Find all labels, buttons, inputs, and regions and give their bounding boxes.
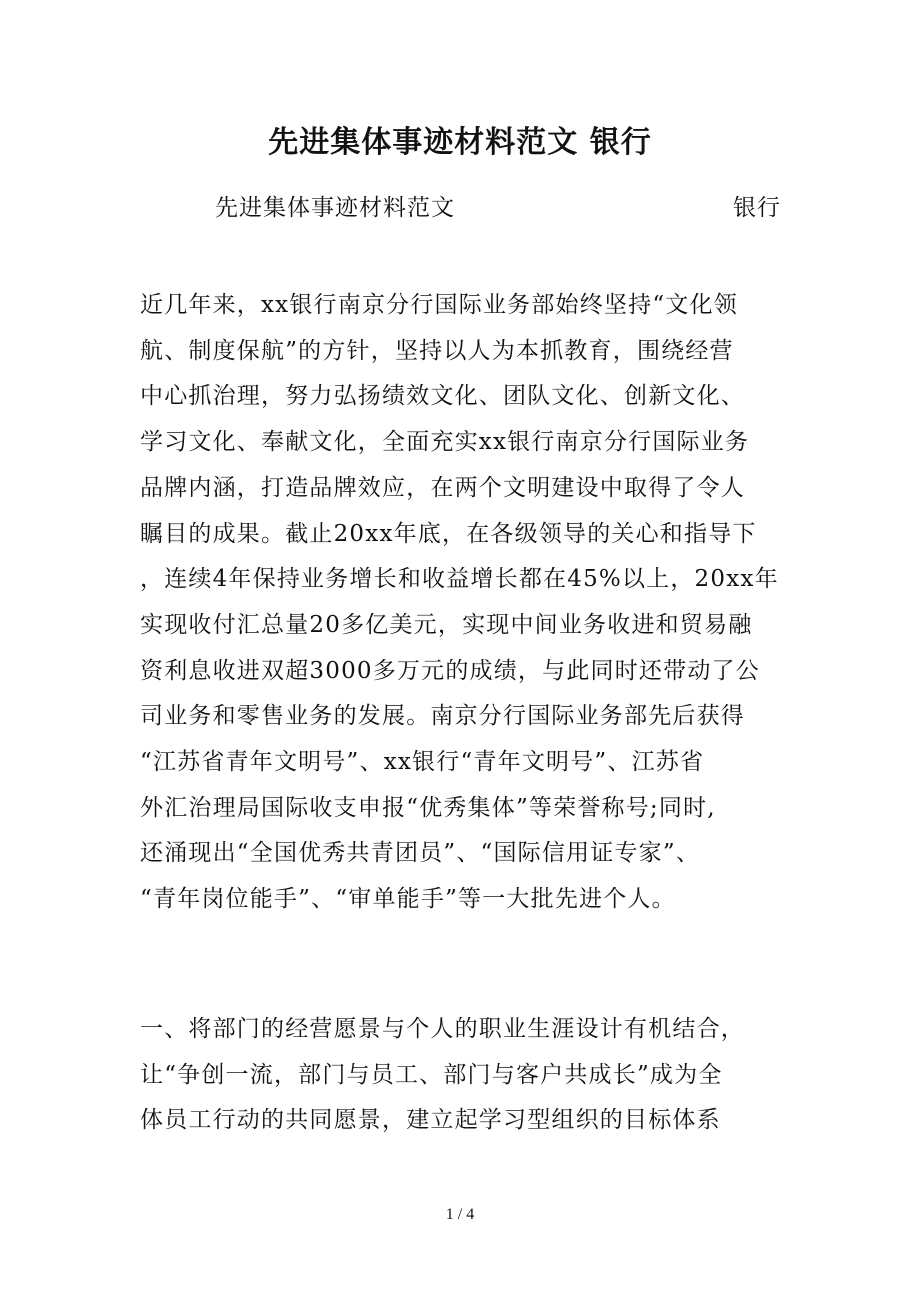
- paragraph-section-one: [140, 1007, 785, 1144]
- paragraph-line: 体员工行动的共同愿景，建立起学习型组织的目标体系: [140, 1107, 721, 1134]
- subtitle-right: 银行: [733, 195, 781, 221]
- paragraph-line: “青年岗位能手”、“审单能手”等一大批先进个人。: [140, 886, 676, 913]
- paragraph-line: 外汇治理局国际收支申报“优秀集体”等荣誉称号;同时,: [140, 794, 716, 821]
- paragraph-line: 实现收付汇总量20多亿美元，实现中间业务收进和贸易融: [140, 611, 753, 638]
- paragraph-line: 中心抓治理，努力弘扬绩效文化、团队文化、创新文化、: [140, 383, 745, 410]
- document-title: 先进集体事迹材料范文 银行: [268, 125, 652, 160]
- paragraph-line: 学习文化、奉献文化，全面充实xx银行南京分行国际业务: [140, 429, 750, 456]
- paragraph-line: 品牌内涵，打造品牌效应，在两个文明建设中取得了令人: [140, 474, 745, 501]
- subtitle-row: [0, 188, 920, 228]
- paragraph-line: 一、将部门的经营愿景与个人的职业生涯设计有机结合，: [140, 1016, 745, 1042]
- paragraph-line: 司业务和零售业务的发展。南京分行国际业务部先后获得: [140, 703, 745, 730]
- page-number: 1 / 4: [445, 1206, 475, 1223]
- subtitle-left: 先进集体事迹材料范文: [215, 195, 455, 221]
- paragraph-line: 航、制度保航”的方针，坚持以人为本抓教育，围绕经营: [140, 337, 734, 364]
- paragraph-line: 近几年来，xx银行南京分行国际业务部始终坚持“文化领: [140, 292, 738, 318]
- paragraph-line: 还涌现出“全国优秀共青团员”、“国际信用证专家”、: [140, 840, 701, 867]
- paragraph-intro: [140, 283, 785, 923]
- paragraph-line: ，连续4年保持业务增长和收益增长都在45%以上，20xx年: [140, 566, 779, 593]
- paragraph-line: “江苏省青年文明号”、xx银行“青年文明号”、江苏省: [140, 749, 705, 776]
- paragraph-line: 资利息收进双超3000多万元的成绩，与此同时还带动了公: [140, 657, 760, 684]
- paragraph-line: 让“争创一流，部门与员工、部门与客户共成长”成为全: [140, 1061, 723, 1088]
- paragraph-line: 瞩目的成果。截止20xx年底，在各级领导的关心和指导下: [140, 520, 757, 547]
